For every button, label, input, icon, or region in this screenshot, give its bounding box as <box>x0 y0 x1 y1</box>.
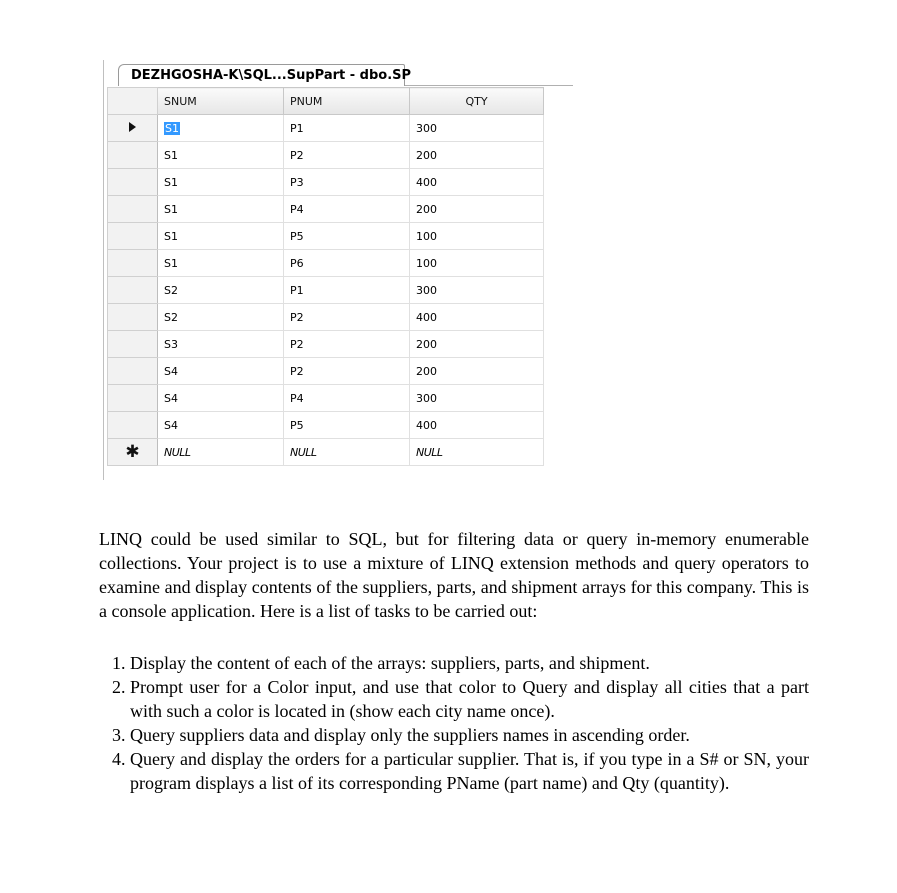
cell-pnum[interactable] <box>284 385 410 412</box>
cell-snum[interactable] <box>158 196 284 223</box>
table-row[interactable] <box>108 385 544 412</box>
cell-qty[interactable] <box>410 412 544 439</box>
cell-qty[interactable] <box>410 196 544 223</box>
row-selector[interactable] <box>108 439 158 466</box>
document-body <box>99 527 809 795</box>
cell-value: S3 <box>164 337 178 351</box>
cell-value: 200 <box>416 148 437 162</box>
cell-value: S4 <box>164 391 178 405</box>
cell-value: 100 <box>416 256 437 270</box>
cell-qty[interactable] <box>410 250 544 277</box>
results-grid <box>107 87 544 466</box>
cell-value: P4 <box>290 391 304 405</box>
cell-pnum[interactable] <box>284 412 410 439</box>
cell-qty[interactable] <box>410 277 544 304</box>
row-selector[interactable] <box>108 169 158 196</box>
cell-snum[interactable] <box>158 412 284 439</box>
cell-pnum[interactable] <box>284 169 410 196</box>
cell-qty[interactable] <box>410 223 544 250</box>
cell-value: P1 <box>290 121 304 135</box>
cell-pnum[interactable] <box>284 304 410 331</box>
cell-qty[interactable] <box>410 115 544 142</box>
cell-value: S1 <box>164 202 178 216</box>
cell-qty[interactable] <box>410 385 544 412</box>
row-selector[interactable] <box>108 142 158 169</box>
null-value: NULL <box>164 445 191 459</box>
document-tab[interactable]: DEZHGOSHA-K\SQL...SupPart - dbo.SP <box>118 64 405 86</box>
cell-pnum[interactable] <box>284 250 410 277</box>
cell-pnum[interactable] <box>284 277 410 304</box>
table-row[interactable] <box>108 115 544 142</box>
cell-pnum[interactable] <box>284 196 410 223</box>
row-selector[interactable] <box>108 115 158 142</box>
cell-value: P2 <box>290 337 304 351</box>
task-list <box>99 651 809 795</box>
row-selector[interactable] <box>108 331 158 358</box>
table-row[interactable] <box>108 412 544 439</box>
cell-snum[interactable] <box>158 169 284 196</box>
row-selector[interactable] <box>108 304 158 331</box>
table-row[interactable] <box>108 304 544 331</box>
cell-pnum[interactable] <box>284 115 410 142</box>
cell-qty[interactable] <box>410 358 544 385</box>
row-selector[interactable] <box>108 412 158 439</box>
grid-corner[interactable] <box>108 88 158 115</box>
cell-qty[interactable] <box>410 304 544 331</box>
row-selector[interactable] <box>108 196 158 223</box>
cell-value: P4 <box>290 202 304 216</box>
cell-pnum[interactable] <box>284 331 410 358</box>
cell-value: P2 <box>290 364 304 378</box>
table-row[interactable] <box>108 250 544 277</box>
column-header-pnum[interactable]: PNUM <box>284 88 410 115</box>
task-item: 2. Prompt user for a Color input, and use that color to Query and display all cities that a part with such a color is located in (show each city name once). <box>130 675 809 723</box>
row-selector[interactable] <box>108 358 158 385</box>
cell-value: S1 <box>165 121 179 135</box>
cell-snum[interactable] <box>158 439 284 466</box>
cell-qty[interactable] <box>410 439 544 466</box>
cell-qty[interactable] <box>410 331 544 358</box>
cell-snum[interactable] <box>158 142 284 169</box>
intro-paragraph: LINQ could be used similar to SQL, but for filtering data or query in-memory enumerable collections. Your project is to use a mixture of LINQ extension methods and query operators to examine and display contents of the suppliers, parts, and shipment arrays for this company. This is a console application. Here is a list of tasks to be carried out: <box>99 529 809 621</box>
table-row[interactable] <box>108 277 544 304</box>
tab-strip-divider <box>405 85 573 86</box>
column-header-snum[interactable]: SNUM <box>158 88 284 115</box>
cell-value: 200 <box>416 202 437 216</box>
cell-value: P2 <box>290 148 304 162</box>
null-value: NULL <box>290 445 317 459</box>
new-row[interactable] <box>108 439 544 466</box>
cell-value: 200 <box>416 364 437 378</box>
cell-value: 400 <box>416 418 437 432</box>
cell-snum[interactable] <box>158 304 284 331</box>
cell-pnum[interactable] <box>284 142 410 169</box>
cell-value: 100 <box>416 229 437 243</box>
table-row[interactable] <box>108 196 544 223</box>
cell-value: 300 <box>416 283 437 297</box>
cell-value: P6 <box>290 256 304 270</box>
null-value: NULL <box>416 445 443 459</box>
cell-pnum[interactable] <box>284 223 410 250</box>
cell-value: 300 <box>416 121 437 135</box>
task-item: 1. Display the content of each of the arrays: suppliers, parts, and shipment. <box>130 651 809 675</box>
cell-value: S1 <box>164 175 178 189</box>
row-selector[interactable] <box>108 385 158 412</box>
cell-snum[interactable] <box>158 331 284 358</box>
cell-value: P5 <box>290 418 304 432</box>
column-header-qty[interactable]: QTY <box>410 88 544 115</box>
table-row[interactable] <box>108 142 544 169</box>
cell-value: 400 <box>416 175 437 189</box>
cell-snum[interactable] <box>158 385 284 412</box>
table-row[interactable] <box>108 331 544 358</box>
cell-value: S2 <box>164 283 178 297</box>
cell-snum[interactable] <box>158 223 284 250</box>
cell-pnum[interactable] <box>284 358 410 385</box>
cell-value: P2 <box>290 310 304 324</box>
cell-qty[interactable] <box>410 142 544 169</box>
row-selector[interactable] <box>108 250 158 277</box>
cell-value: P3 <box>290 175 304 189</box>
table-row[interactable] <box>108 358 544 385</box>
window-edge <box>103 60 104 480</box>
asterisk-icon: ✱ <box>125 441 140 462</box>
cell-value: P1 <box>290 283 304 297</box>
task-item: 4. Query and display the orders for a particular supplier. That is, if you type in a S# or SN, your program displays a list of its corresponding PName (part name) and Qty (quantity). <box>130 747 809 795</box>
cell-snum[interactable] <box>158 115 284 142</box>
cell-value: S1 <box>164 148 178 162</box>
cell-snum[interactable] <box>158 277 284 304</box>
cell-pnum[interactable] <box>284 439 410 466</box>
cell-snum[interactable] <box>158 358 284 385</box>
cell-snum[interactable] <box>158 250 284 277</box>
table-row[interactable] <box>108 169 544 196</box>
cell-value: 300 <box>416 391 437 405</box>
table-row[interactable] <box>108 223 544 250</box>
cell-value: P5 <box>290 229 304 243</box>
grid-header-row <box>108 88 544 115</box>
cell-value: S4 <box>164 418 178 432</box>
cell-qty[interactable] <box>410 169 544 196</box>
task-item: 3. Query suppliers data and display only the suppliers names in ascending order. <box>130 723 809 747</box>
cell-value: S1 <box>164 256 178 270</box>
cell-value: 400 <box>416 310 437 324</box>
arrow-right-icon <box>129 122 136 132</box>
cell-value: S2 <box>164 310 178 324</box>
cell-value: 200 <box>416 337 437 351</box>
cell-value: S1 <box>164 229 178 243</box>
row-selector[interactable] <box>108 277 158 304</box>
row-selector[interactable] <box>108 223 158 250</box>
cell-value: S4 <box>164 364 178 378</box>
